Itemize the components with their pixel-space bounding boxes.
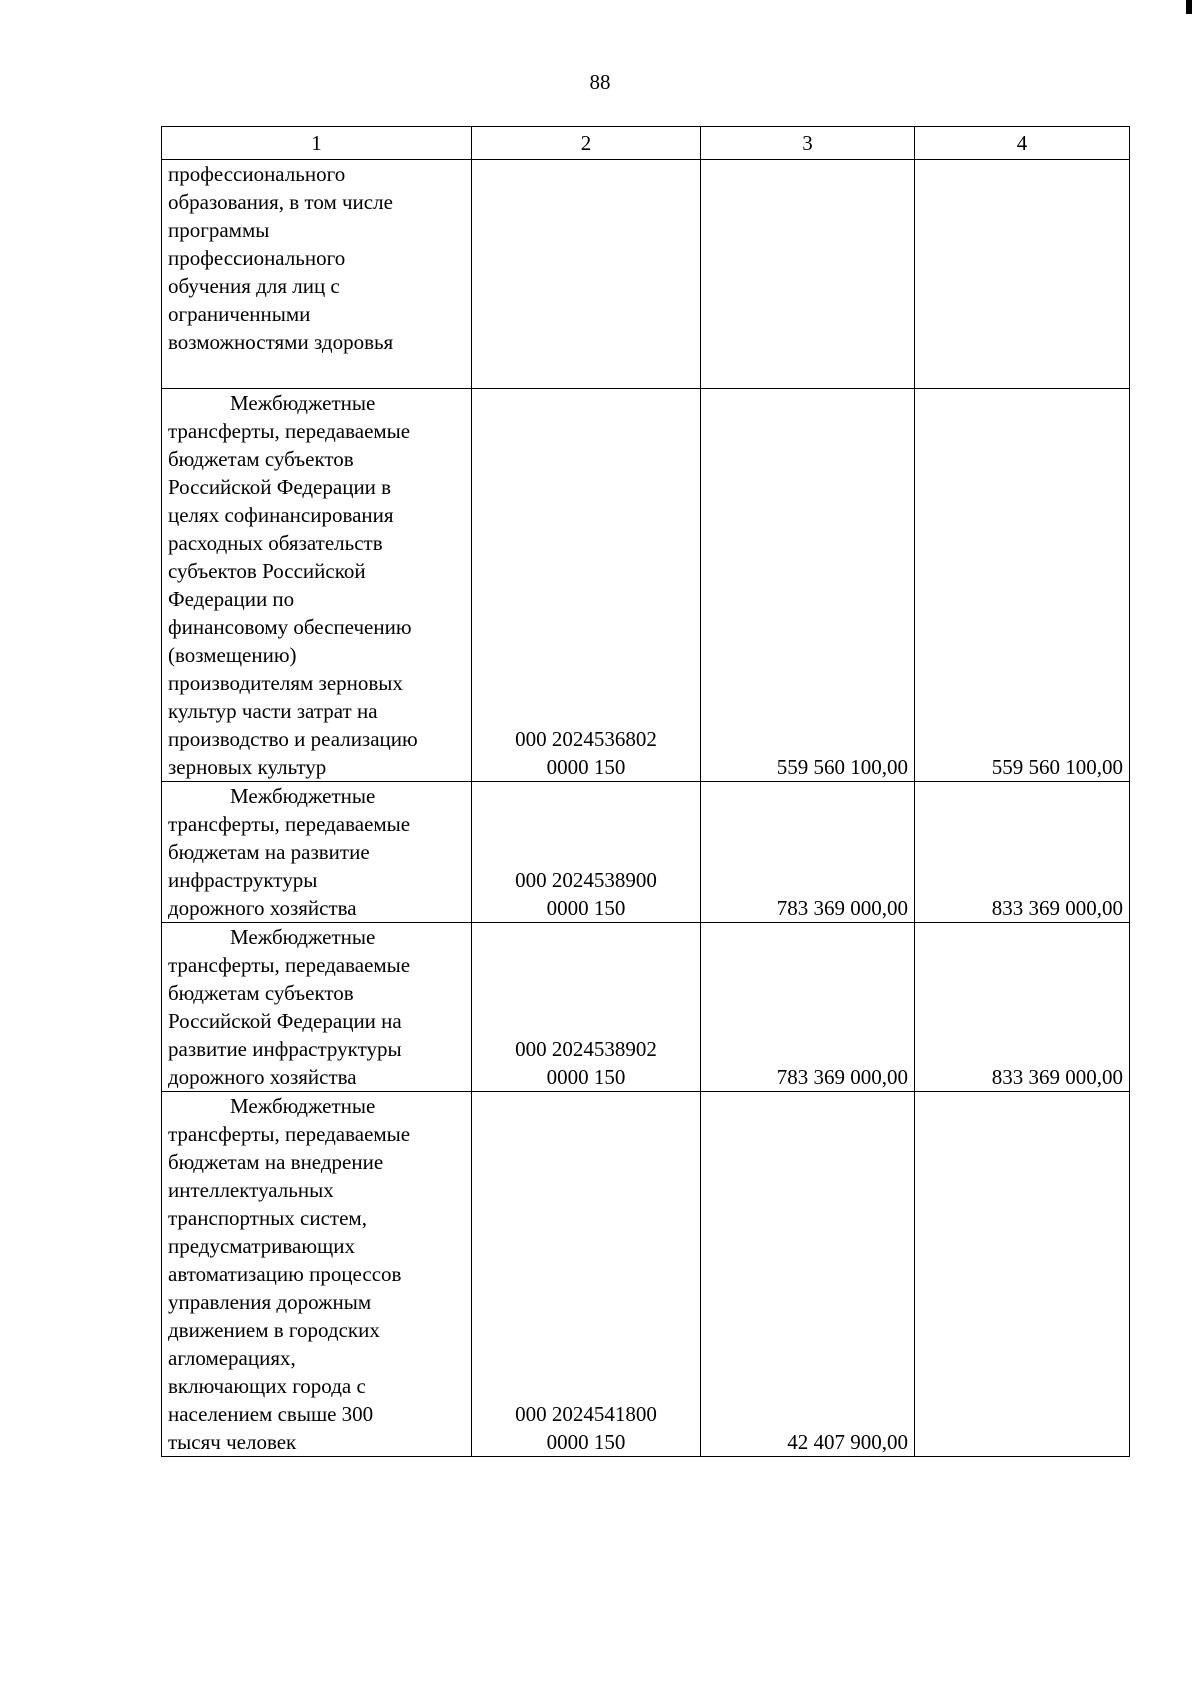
description-line: трансферты, передаваемые (168, 419, 411, 443)
row-code (472, 923, 701, 1092)
description-line: возможностями здоровья (168, 330, 394, 354)
description-line: интеллектуальных (168, 1178, 334, 1202)
table-row (162, 923, 1130, 1092)
column-header-1: 1 (162, 127, 472, 160)
description-line: производство и реализацию (168, 727, 418, 751)
description-line: включающих города с (168, 1374, 366, 1398)
description-line: населением свыше 300 (168, 1402, 374, 1426)
description-line: Российской Федерации в (168, 475, 392, 499)
scan-edge-mark (1186, 0, 1192, 14)
description-line: производителям зерновых (168, 671, 403, 695)
description-line: культур части затрат на (168, 699, 378, 723)
table-row (162, 1092, 1130, 1457)
row-description (162, 160, 472, 389)
column-header-3: 3 (701, 127, 915, 160)
row-description (162, 1092, 472, 1457)
description-line: целях софинансирования (168, 503, 394, 527)
row-amount-3: 42 407 900,00 (701, 1092, 915, 1457)
row-code (472, 389, 701, 782)
description-line: (возмещению) (168, 643, 297, 667)
description-line: зерновых культур (168, 755, 327, 779)
description-line: инфраструктуры (168, 868, 318, 892)
row-code (472, 160, 701, 389)
row-description (162, 389, 472, 782)
description-line: бюджетам субъектов (168, 447, 354, 471)
description-line: бюджетам на развитие (168, 840, 370, 864)
description-line: Межбюджетные (230, 391, 376, 415)
table-row (162, 782, 1130, 923)
row-amount-4: 833 369 000,00 (915, 923, 1130, 1092)
description-line: предусматривающих (168, 1234, 355, 1258)
description-line: бюджетам на внедрение (168, 1150, 384, 1174)
code-line: 000 2024536802 (515, 727, 657, 751)
description-line: бюджетам субъектов (168, 981, 354, 1005)
description-line: Российской Федерации на (168, 1009, 402, 1033)
description-line: ограниченными (168, 302, 311, 326)
code-line: 000 2024541800 (515, 1402, 657, 1426)
description-line: дорожного хозяйства (168, 896, 357, 920)
description-line: трансферты, передаваемые (168, 1122, 411, 1146)
code-line: 0000 150 (546, 1065, 626, 1089)
row-description (162, 782, 472, 923)
description-line: Межбюджетные (230, 1094, 376, 1118)
row-code (472, 1092, 701, 1457)
description-line: обучения для лиц с (168, 274, 340, 298)
description-line: профессионального (168, 162, 346, 186)
page-number: 88 (589, 70, 611, 94)
description-line: программы (168, 218, 270, 242)
row-amount-4 (915, 160, 1130, 389)
description-line: дорожного хозяйства (168, 1065, 357, 1089)
row-amount-3: 559 560 100,00 (701, 389, 915, 782)
row-amount-4: 559 560 100,00 (915, 389, 1130, 782)
description-line: расходных обязательств (168, 531, 383, 555)
row-amount-3 (701, 160, 915, 389)
code-line: 0000 150 (546, 755, 626, 779)
description-line: образования, в том числе (168, 190, 393, 214)
description-line: Межбюджетные (230, 784, 376, 808)
budget-table (161, 126, 1130, 1457)
row-amount-4: 833 369 000,00 (915, 782, 1130, 923)
row-code (472, 782, 701, 923)
row-amount-4 (915, 1092, 1130, 1457)
code-line: 0000 150 (546, 896, 626, 920)
description-line: Федерации по (168, 587, 295, 611)
row-amount-3: 783 369 000,00 (701, 923, 915, 1092)
description-line: финансовому обеспечению (168, 615, 412, 639)
description-line: движением в городских (168, 1318, 380, 1342)
description-line: агломерациях, (168, 1346, 296, 1370)
row-description (162, 923, 472, 1092)
description-line: развитие инфраструктуры (168, 1037, 402, 1061)
description-line: транспортных систем, (168, 1206, 367, 1230)
code-line: 0000 150 (546, 1430, 626, 1454)
description-line: трансферты, передаваемые (168, 953, 411, 977)
column-header-4: 4 (915, 127, 1130, 160)
description-line: трансферты, передаваемые (168, 812, 411, 836)
description-line: субъектов Российской (168, 559, 366, 583)
description-line: управления дорожным (168, 1290, 372, 1314)
table-row (162, 389, 1130, 782)
code-line: 000 2024538900 (515, 868, 657, 892)
table-header-row (162, 127, 1130, 160)
table-row (162, 160, 1130, 389)
description-line: автоматизацию процессов (168, 1262, 402, 1286)
column-header-2: 2 (472, 127, 701, 160)
description-line: Межбюджетные (230, 925, 376, 949)
description-line: тысяч человек (168, 1430, 297, 1454)
row-amount-3: 783 369 000,00 (701, 782, 915, 923)
code-line: 000 2024538902 (515, 1037, 657, 1061)
description-line: профессионального (168, 246, 346, 270)
